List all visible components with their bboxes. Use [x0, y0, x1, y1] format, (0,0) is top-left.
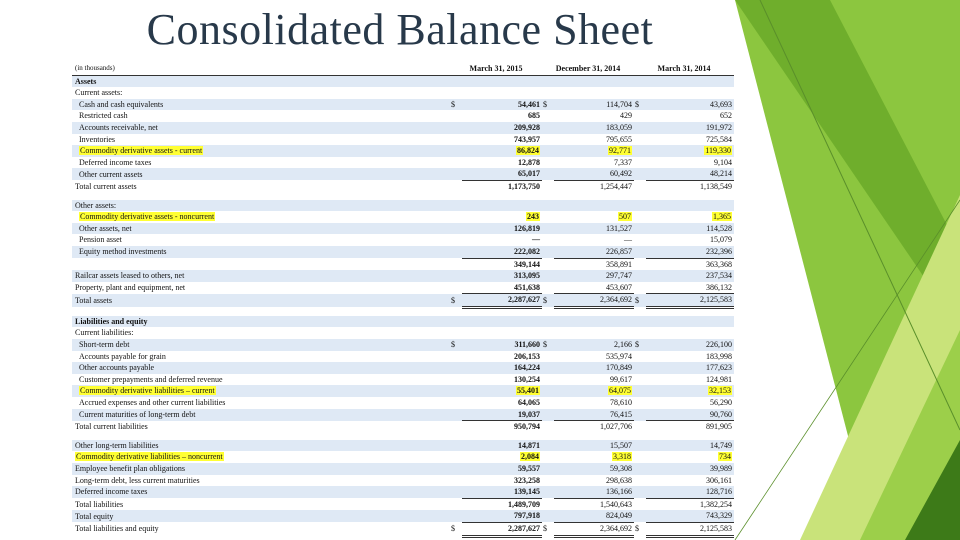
- table-row: [72, 258, 734, 270]
- currency-sign: [634, 351, 646, 363]
- value-c1: 14,871: [462, 440, 542, 452]
- currency-sign: [450, 451, 462, 463]
- value-c1: 950,794: [462, 421, 542, 433]
- table-row: [72, 211, 734, 223]
- row-label: Accrued expenses and other current liabilities: [79, 398, 226, 408]
- balance-sheet-table: [72, 63, 734, 538]
- value-c1: 1,173,750: [462, 180, 542, 192]
- currency-sign: $: [450, 99, 462, 111]
- value-text: 32,153: [709, 386, 731, 396]
- currency-sign: [450, 374, 462, 386]
- row-label: Equity method investments: [72, 246, 450, 258]
- currency-sign: [634, 510, 646, 522]
- currency-sign: [634, 486, 646, 498]
- currency-sign: [542, 145, 554, 157]
- currency-sign: [542, 397, 554, 409]
- currency-sign: [450, 168, 462, 180]
- value-c1: [462, 211, 542, 223]
- row-label: Other long-term liabilities: [72, 440, 450, 452]
- currency-sign: [450, 440, 462, 452]
- currency-sign: [450, 510, 462, 522]
- currency-sign: [542, 168, 554, 180]
- current-liabilities-heading: [72, 327, 734, 339]
- table-row: [72, 498, 734, 510]
- column-header-row: [72, 63, 734, 75]
- value-c2: 114,704: [554, 99, 634, 111]
- value-c2: —: [624, 235, 632, 245]
- value-c1: 130,254: [514, 374, 540, 384]
- value-c2: [554, 211, 634, 223]
- currency-sign: [450, 486, 462, 498]
- row-label: Deferred income taxes: [72, 486, 450, 498]
- currency-sign: [542, 486, 554, 498]
- currency-sign: [542, 122, 554, 134]
- currency-sign: [542, 134, 554, 146]
- currency-sign: [450, 110, 462, 122]
- row-label: Customer prepayments and deferred revenue: [79, 374, 223, 384]
- table-row: [72, 270, 734, 282]
- table-row: [72, 180, 734, 192]
- table-row: [72, 362, 734, 374]
- currency-sign: [542, 475, 554, 487]
- value-c3: 14,749: [646, 440, 734, 452]
- value-c2: 1,027,706: [554, 421, 634, 433]
- value-text: 86,824: [517, 146, 539, 156]
- currency-sign: [542, 510, 554, 522]
- currency-sign: [450, 180, 462, 192]
- table-row: [72, 440, 734, 452]
- row-label: Total current assets: [75, 181, 137, 191]
- currency-sign: [450, 498, 462, 510]
- value-c2: 226,857: [554, 246, 634, 258]
- currency-sign: [450, 223, 462, 235]
- currency-sign: [542, 258, 554, 270]
- row-label: Total liabilities: [75, 499, 124, 509]
- spacer-cell: [72, 433, 734, 440]
- table-row: [72, 409, 734, 421]
- spacer-row: [72, 193, 734, 200]
- row-label: Pension asset: [79, 235, 122, 245]
- row-label: [72, 385, 450, 397]
- currency-sign: [450, 145, 462, 157]
- row-label: Property, plant and equipment, net: [75, 282, 186, 292]
- currency-sign: [634, 374, 646, 386]
- value-c3: 191,972: [646, 122, 734, 134]
- table-row: [72, 486, 734, 498]
- currency-sign: [450, 421, 462, 433]
- spacer-cell: [72, 193, 734, 200]
- currency-sign: [542, 234, 554, 246]
- liabilities-heading: [72, 316, 734, 328]
- value-c1: 12,878: [518, 157, 540, 167]
- row-label: Other current assets: [72, 168, 450, 180]
- currency-sign: [634, 211, 646, 223]
- value-text: 507: [619, 212, 631, 222]
- currency-sign: [634, 498, 646, 510]
- row-label: Deferred income taxes: [79, 157, 152, 167]
- row-label: Restricted cash: [79, 111, 128, 121]
- currency-sign: [542, 374, 554, 386]
- value-c2: [554, 451, 634, 463]
- value-text: 64,075: [609, 386, 631, 396]
- value-c1: 222,082: [462, 246, 542, 258]
- value-c1: 311,660: [462, 339, 542, 351]
- value-c2: 297,747: [554, 270, 634, 282]
- value-c3: 743,329: [646, 510, 734, 522]
- currency-sign: $: [450, 294, 462, 308]
- table-row: [72, 385, 734, 397]
- value-c3: [646, 145, 734, 157]
- row-label: Short-term debt: [72, 339, 450, 351]
- value-c1: 685: [528, 111, 540, 121]
- currency-sign: [634, 234, 646, 246]
- value-c1: 2,287,627: [462, 522, 542, 536]
- spacer-row: [72, 433, 734, 440]
- currency-sign: [634, 451, 646, 463]
- value-c1: 2,287,627: [462, 294, 542, 308]
- row-label-text: Commodity derivative assets - current: [80, 146, 203, 156]
- row-label: Employee benefit plan obligations: [72, 463, 450, 475]
- value-c2: 824,049: [554, 510, 634, 522]
- currency-sign: [634, 223, 646, 235]
- value-c2: 131,527: [554, 223, 634, 235]
- row-label: [72, 258, 450, 270]
- value-c2: 535,974: [606, 351, 632, 361]
- column-header-col3: March 31, 2014: [634, 63, 734, 75]
- currency-sign: [634, 440, 646, 452]
- value-c2: [554, 145, 634, 157]
- row-label: [72, 211, 450, 223]
- value-text: 734: [719, 452, 731, 462]
- currency-sign: [450, 282, 462, 294]
- currency-sign: [634, 122, 646, 134]
- currency-sign: [450, 134, 462, 146]
- column-header-col2: December 31, 2014: [542, 63, 634, 75]
- currency-sign: [634, 463, 646, 475]
- currency-sign: [542, 270, 554, 282]
- table-row: [72, 475, 734, 487]
- table-row: [72, 351, 734, 363]
- currency-sign: [542, 180, 554, 192]
- liabilities-heading-label: Liabilities and equity: [72, 316, 734, 328]
- value-c2: 1,254,447: [554, 180, 634, 192]
- currency-sign: [634, 397, 646, 409]
- value-c1: —: [532, 235, 540, 245]
- value-c2: [554, 385, 634, 397]
- spacer-row: [72, 307, 734, 316]
- currency-sign: [634, 270, 646, 282]
- row-label: Total assets: [72, 294, 450, 308]
- currency-sign: [542, 110, 554, 122]
- row-label: Total current liabilities: [75, 421, 148, 431]
- value-c3: 15,079: [710, 235, 732, 245]
- currency-sign: [542, 409, 554, 421]
- currency-sign: [450, 258, 462, 270]
- currency-sign: [634, 145, 646, 157]
- value-c3: 128,716: [646, 486, 734, 498]
- currency-sign: [450, 362, 462, 374]
- value-c3: 891,905: [646, 421, 734, 433]
- value-c1: 19,037: [462, 409, 542, 421]
- currency-sign: [450, 385, 462, 397]
- currency-sign: $: [451, 524, 455, 534]
- value-c1: 126,819: [462, 223, 542, 235]
- table-row: [72, 223, 734, 235]
- value-c3: 114,528: [646, 223, 734, 235]
- value-c3: 124,981: [706, 374, 732, 384]
- row-label: Long-term debt, less current maturities: [75, 475, 200, 485]
- value-text: 55,401: [517, 386, 539, 396]
- value-c1: 59,557: [462, 463, 542, 475]
- table-row: [72, 451, 734, 463]
- table-row: [72, 463, 734, 475]
- row-label: Other assets, net: [72, 223, 450, 235]
- row-label: Total equity: [72, 510, 450, 522]
- table-row: [72, 168, 734, 180]
- row-label-text: Commodity derivative assets - noncurrent: [80, 212, 215, 222]
- balance-sheet: [72, 63, 734, 540]
- table-row: [72, 157, 734, 169]
- currency-sign: [542, 421, 554, 433]
- currency-sign: [450, 122, 462, 134]
- value-text: 243: [527, 212, 539, 222]
- value-c2: 15,507: [554, 440, 634, 452]
- value-c1: 164,224: [462, 362, 542, 374]
- currency-sign: $: [542, 339, 554, 351]
- value-c3: 39,989: [646, 463, 734, 475]
- currency-sign: [634, 409, 646, 421]
- currency-sign: [634, 475, 646, 487]
- currency-sign: [634, 282, 646, 294]
- table-row: [72, 145, 734, 157]
- value-c1: [462, 145, 542, 157]
- table-row: [72, 339, 734, 351]
- row-label-text: Commodity derivative liabilities – current: [80, 386, 215, 396]
- currency-sign: [634, 168, 646, 180]
- value-c3: 226,100: [646, 339, 734, 351]
- currency-sign: [634, 362, 646, 374]
- currency-sign: $: [450, 339, 462, 351]
- value-c2: 183,059: [554, 122, 634, 134]
- value-c2: 78,610: [610, 398, 632, 408]
- row-label: Railcar assets leased to others, net: [72, 270, 450, 282]
- currency-sign: [450, 211, 462, 223]
- currency-sign: $: [542, 99, 554, 111]
- value-c3: 237,534: [646, 270, 734, 282]
- value-c2: 60,492: [554, 168, 634, 180]
- current-assets-heading-label: Current assets:: [75, 88, 123, 98]
- currency-sign: [450, 397, 462, 409]
- table-row: [72, 294, 734, 308]
- table-row: [72, 122, 734, 134]
- value-c1: 64,065: [518, 398, 540, 408]
- value-c1: 451,638: [514, 282, 540, 292]
- value-c3: 43,693: [646, 99, 734, 111]
- value-c1: 54,461: [462, 99, 542, 111]
- other-assets-heading-label: Other assets:: [72, 200, 734, 212]
- currency-sign: [634, 385, 646, 397]
- currency-sign: $: [635, 524, 639, 534]
- table-row: [72, 510, 734, 522]
- row-label: Accounts receivable, net: [72, 122, 450, 134]
- currency-sign: $: [634, 339, 646, 351]
- currency-sign: [634, 258, 646, 270]
- currency-sign: [450, 351, 462, 363]
- slide-title: Consolidated Balance Sheet: [146, 5, 654, 54]
- value-c3: 90,760: [646, 409, 734, 421]
- value-c1: [462, 451, 542, 463]
- row-label: Cash and cash equivalents: [72, 99, 450, 111]
- value-c2: 298,638: [606, 475, 632, 485]
- current-assets-heading: [72, 87, 734, 99]
- value-text: 92,771: [609, 146, 631, 156]
- other-assets-heading: [72, 200, 734, 212]
- currency-sign: [450, 234, 462, 246]
- currency-sign: [634, 180, 646, 192]
- row-label: Current maturities of long-term debt: [72, 409, 450, 421]
- value-c1: [462, 385, 542, 397]
- currency-sign: $: [634, 99, 646, 111]
- value-c3: 1,138,549: [646, 180, 734, 192]
- currency-sign: [634, 110, 646, 122]
- value-c1: 323,258: [514, 475, 540, 485]
- currency-sign: [542, 246, 554, 258]
- row-label: [72, 451, 450, 463]
- value-text: 3,318: [613, 452, 631, 462]
- currency-sign: $: [543, 524, 547, 534]
- row-label: Total liabilities and equity: [75, 524, 159, 534]
- value-c2: 2,166: [554, 339, 634, 351]
- value-c3: 2,125,583: [646, 522, 734, 536]
- value-text: 2,084: [521, 452, 539, 462]
- currency-sign: [634, 421, 646, 433]
- table-row: [72, 234, 734, 246]
- value-c3: 363,368: [646, 258, 734, 270]
- table-row: [72, 99, 734, 111]
- table-row: [72, 522, 734, 536]
- value-text: 119,330: [705, 146, 731, 156]
- table-row: [72, 246, 734, 258]
- value-c3: 2,125,583: [646, 294, 734, 308]
- value-c2: 1,540,643: [554, 498, 634, 510]
- value-c2: 76,415: [554, 409, 634, 421]
- row-label: Other accounts payable: [72, 362, 450, 374]
- value-c2: 99,617: [610, 374, 632, 384]
- value-c3: 183,998: [706, 351, 732, 361]
- table-row: [72, 421, 734, 433]
- value-c3: 1,382,254: [646, 498, 734, 510]
- currency-sign: [450, 270, 462, 282]
- column-header-col1: March 31, 2015: [450, 63, 542, 75]
- table-row: [72, 397, 734, 409]
- value-c1: 743,957: [514, 134, 540, 144]
- row-label: Accounts payable for grain: [79, 351, 166, 361]
- assets-heading: [72, 75, 734, 87]
- value-c1: 349,144: [462, 258, 542, 270]
- value-c3: 48,214: [646, 168, 734, 180]
- currency-sign: [450, 475, 462, 487]
- value-c1: 797,918: [462, 510, 542, 522]
- row-label: [72, 145, 450, 157]
- value-c2: 59,308: [554, 463, 634, 475]
- value-c2: 170,849: [554, 362, 634, 374]
- currency-sign: [450, 246, 462, 258]
- value-c2: 358,891: [554, 258, 634, 270]
- value-c3: [646, 385, 734, 397]
- currency-sign: [634, 157, 646, 169]
- value-c3: 232,396: [646, 246, 734, 258]
- value-c2: 2,364,692: [554, 294, 634, 308]
- value-c3: 725,584: [706, 134, 732, 144]
- currency-sign: $: [542, 294, 554, 308]
- currency-sign: [450, 463, 462, 475]
- value-c1: 209,928: [462, 122, 542, 134]
- table-row: [72, 374, 734, 386]
- value-c1: 139,145: [462, 486, 542, 498]
- spacer-cell: [72, 307, 734, 316]
- value-c3: [646, 451, 734, 463]
- currency-sign: [450, 409, 462, 421]
- currency-sign: [634, 246, 646, 258]
- value-c3: 56,290: [710, 398, 732, 408]
- row-label-text: Commodity derivative liabilities – noncurrent: [76, 452, 223, 462]
- value-c1: 1,489,709: [462, 498, 542, 510]
- currency-sign: [542, 463, 554, 475]
- currency-sign: [542, 385, 554, 397]
- currency-sign: [542, 223, 554, 235]
- currency-sign: [634, 134, 646, 146]
- value-c2: 136,166: [554, 486, 634, 498]
- value-c3: 386,132: [706, 282, 732, 292]
- value-c3: 177,623: [646, 362, 734, 374]
- table-row: [72, 134, 734, 146]
- currency-sign: [542, 157, 554, 169]
- currency-sign: [450, 157, 462, 169]
- value-c3: 652: [720, 111, 732, 121]
- currency-sign: [542, 451, 554, 463]
- value-c2: 795,655: [606, 134, 632, 144]
- table-row: [72, 282, 734, 294]
- currency-sign: $: [634, 294, 646, 308]
- balance-sheet-body: [72, 63, 734, 536]
- currency-sign: [542, 282, 554, 294]
- currency-sign: [542, 362, 554, 374]
- value-c2: 2,364,692: [554, 522, 634, 536]
- currency-sign: [542, 440, 554, 452]
- value-c2: 453,607: [606, 282, 632, 292]
- value-c3: 9,104: [714, 157, 732, 167]
- value-c1: 65,017: [462, 168, 542, 180]
- value-c1: 313,095: [462, 270, 542, 282]
- current-liabilities-heading-label: Current liabilities:: [75, 328, 134, 338]
- assets-heading-label: Assets: [72, 75, 734, 87]
- value-c2: 7,337: [614, 157, 632, 167]
- units-label: (in thousands): [72, 63, 450, 75]
- currency-sign: [542, 211, 554, 223]
- value-c3: [646, 211, 734, 223]
- value-text: 1,365: [713, 212, 731, 222]
- currency-sign: [542, 498, 554, 510]
- value-c2: 429: [620, 111, 632, 121]
- table-row: [72, 110, 734, 122]
- value-c1: 206,153: [514, 351, 540, 361]
- value-c3: 306,161: [706, 475, 732, 485]
- currency-sign: [542, 351, 554, 363]
- row-label: Inventories: [79, 134, 115, 144]
